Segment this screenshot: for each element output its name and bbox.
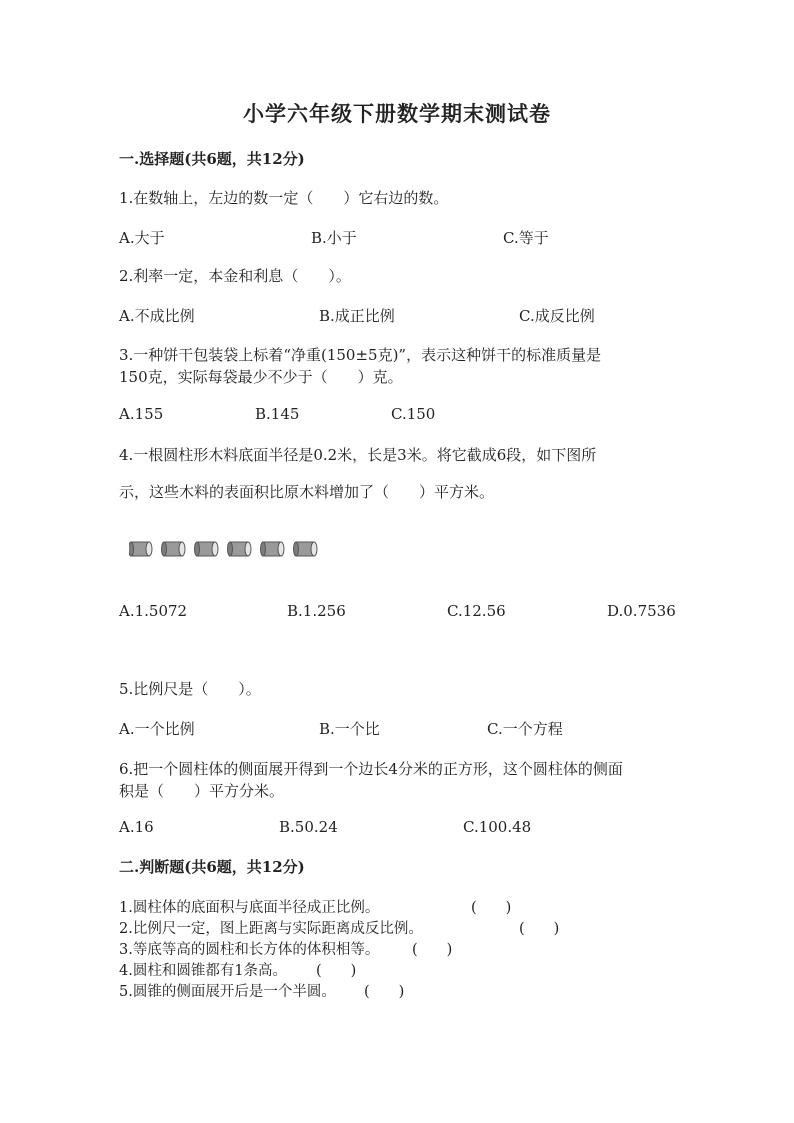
question-6-text-line-1: 6.把一个圆柱体的侧面展开得到一个边长4分米的正方形，这个圆柱体的侧面 bbox=[119, 760, 623, 778]
question-5-option-c: C.一个方程 bbox=[487, 720, 563, 738]
question-3-option-c: C.150 bbox=[391, 405, 436, 423]
question-4-option-d: D.0.7536 bbox=[607, 602, 676, 620]
question-6-option-b: B.50.24 bbox=[279, 818, 338, 836]
judgment-item-3-blank: ( ) bbox=[412, 942, 453, 958]
question-4-option-c: C.12.56 bbox=[447, 602, 506, 620]
question-4-text-line-1: 4.一根圆柱形木料底面半径是0.2米，长是3米。将它截成6段，如下图所 bbox=[119, 446, 597, 464]
judgment-item-4-blank: ( ) bbox=[316, 963, 357, 979]
cylinder-piece bbox=[294, 542, 318, 556]
question-5-option-a: A.一个比例 bbox=[119, 720, 195, 738]
question-6-option-c: C.100.48 bbox=[463, 818, 532, 836]
question-6-option-a: A.16 bbox=[119, 818, 154, 836]
cylinder-piece bbox=[228, 542, 252, 556]
cylinder-piece bbox=[129, 542, 152, 556]
question-1-text: 1.在数轴上，左边的数一定（ ）它右边的数。 bbox=[119, 189, 449, 207]
judgment-item-1-text: 1.圆柱体的底面积与底面半径成正比例。 bbox=[119, 900, 380, 916]
question-3-option-b: B.145 bbox=[255, 405, 300, 423]
question-3-text-line-1: 3.一种饼干包装袋上标着“净重(150±5克)”，表示这种饼干的标准质量是 bbox=[119, 346, 602, 364]
question-2-text: 2.利率一定，本金和利息（ ）。 bbox=[119, 267, 351, 285]
question-3-text-line-2: 150克，实际每袋最少不少于（ ）克。 bbox=[119, 368, 403, 386]
question-4-text-line-2: 示，这些木料的表面积比原木料增加了（ ）平方米。 bbox=[119, 483, 495, 501]
judgment-item-3-text: 3.等底等高的圆柱和长方体的体积相等。 bbox=[119, 942, 380, 958]
question-5-option-b: B.一个比 bbox=[319, 720, 380, 738]
question-1-option-c: C.等于 bbox=[503, 229, 549, 247]
question-2-option-a: A.不成比例 bbox=[119, 307, 195, 325]
judgment-item-1-blank: ( ) bbox=[471, 900, 512, 916]
section-heading-choice: 一.选择题(共6题，共12分) bbox=[119, 150, 305, 168]
cylinder-piece bbox=[162, 542, 186, 556]
question-2-option-b: B.成正比例 bbox=[319, 307, 395, 325]
judgment-item-2-text: 2.比例尺一定，图上距离与实际距离成反比例。 bbox=[119, 921, 423, 937]
question-1-option-b: B.小于 bbox=[311, 229, 357, 247]
cylinder-piece bbox=[261, 542, 285, 556]
question-5-text: 5.比例尺是（ ）。 bbox=[119, 680, 261, 698]
cylinder-pieces-figure bbox=[129, 539, 329, 559]
question-1-option-a: A.大于 bbox=[119, 229, 165, 247]
question-3-option-a: A.155 bbox=[119, 405, 164, 423]
cylinder-piece bbox=[195, 542, 219, 556]
section-heading-judgment: 二.判断题(共6题，共12分) bbox=[119, 858, 305, 876]
judgment-item-4-text: 4.圆柱和圆锥都有1条高。 bbox=[119, 963, 288, 979]
question-4-option-b: B.1.256 bbox=[287, 602, 346, 620]
question-2-option-c: C.成反比例 bbox=[519, 307, 595, 325]
judgment-item-2-blank: ( ) bbox=[519, 921, 560, 937]
judgment-item-5-text: 5.圆锥的侧面展开后是一个半圆。 bbox=[119, 984, 336, 1000]
question-6-text-line-2: 积是（ ）平方分米。 bbox=[119, 782, 285, 800]
judgment-item-5-blank: ( ) bbox=[364, 984, 405, 1000]
page-title: 小学六年级下册数学期末测试卷 bbox=[243, 101, 551, 126]
question-4-option-a: A.1.5072 bbox=[119, 602, 188, 620]
